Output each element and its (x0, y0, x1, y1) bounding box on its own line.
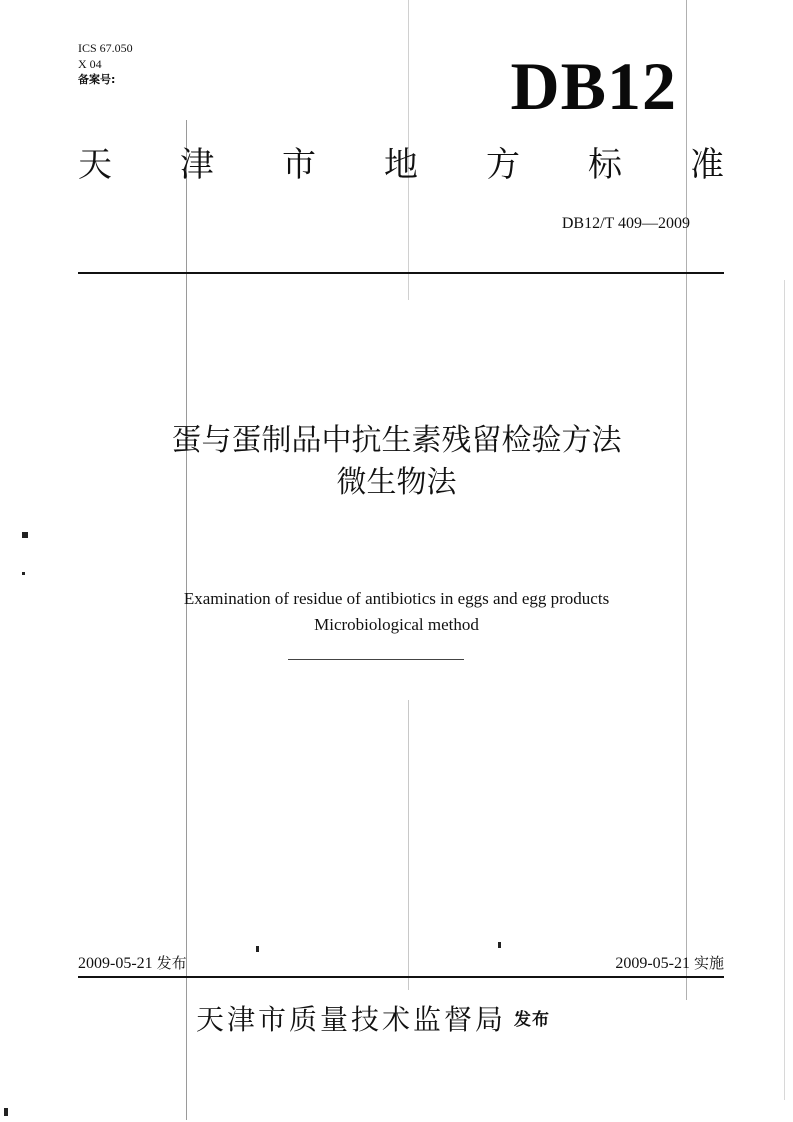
chinese-title-line1: 蛋与蛋制品中抗生素残留检验方法 (171, 423, 622, 458)
ics-code: ICS 67.050 (78, 41, 133, 55)
scan-speck (22, 572, 25, 575)
scan-speck (256, 946, 259, 952)
classification-code: X 04 (78, 57, 102, 71)
scan-speck (498, 942, 501, 948)
english-title-line1: Examination of residue of antibiotics in eggs and egg products (183, 589, 610, 608)
scan-speck (4, 1108, 8, 1116)
standard-code-logo: DB12 (510, 48, 677, 124)
footer-divider (78, 976, 724, 978)
publish-label: 发布 (156, 954, 187, 972)
issuer-name: 天津市质量技术监督局 (196, 1003, 507, 1036)
category-char: 标 (588, 145, 622, 185)
chinese-title (0, 420, 793, 504)
header-metadata (78, 40, 133, 88)
chinese-title-line2: 微生物法 (336, 465, 457, 500)
english-title-line2: Microbiological method (314, 615, 479, 634)
title-divider (288, 659, 464, 660)
scan-speck (22, 532, 28, 538)
publish-date: 2009-05-21 (78, 955, 153, 972)
implement-date: 2009-05-21 (615, 955, 690, 972)
category-char: 地 (384, 145, 418, 185)
issuing-authority (196, 1000, 550, 1040)
standard-category (78, 142, 724, 188)
issuer-suffix: 发布 (514, 1010, 551, 1030)
category-char: 准 (690, 145, 724, 185)
publish-date-group (78, 952, 187, 975)
record-number-label: 备案号: (78, 73, 116, 86)
scan-fold-line (784, 280, 785, 1100)
category-char: 市 (282, 145, 316, 185)
scan-fold-line (408, 700, 409, 990)
implement-date-group (615, 952, 724, 975)
implement-label: 实施 (693, 954, 724, 972)
english-title (0, 586, 793, 638)
category-char: 天 (78, 145, 112, 185)
category-char: 方 (486, 145, 520, 185)
category-char: 津 (180, 145, 214, 185)
standard-number: DB12/T 409—2009 (561, 215, 690, 232)
header-divider (78, 272, 724, 274)
date-row (78, 952, 724, 975)
